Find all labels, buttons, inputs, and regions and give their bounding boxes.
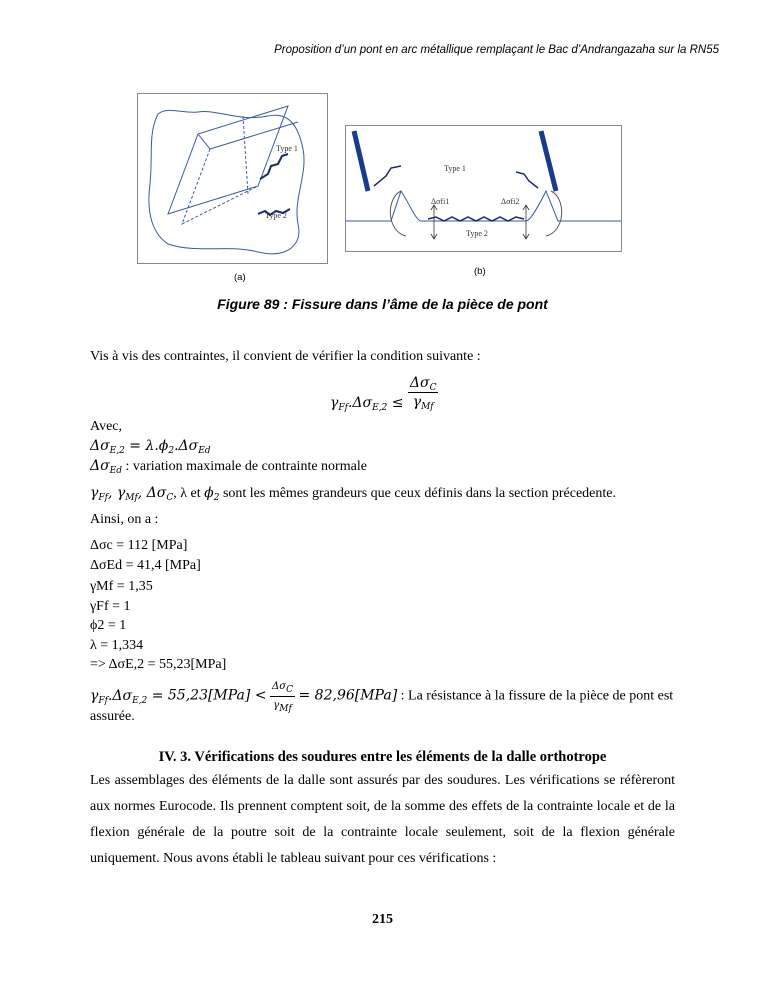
figure-b-drawing [345,125,622,252]
ainsi-text: Ainsi, on a : [90,512,159,527]
delta-sigma-fi1-label: Δσfi1 [431,197,450,206]
condition-formula: $\gamma_{Ff}.\Delta\sigma_{E,2}$ ≤ $\frac{\Delta\sigma_C}{\gamma_{Mf}}$ [330,375,437,413]
result-conclusion: : La résistance à la fissure de la pièce de pont est [400,688,674,704]
value-delta-sigma-ed: ΔσEd = 41,4 [MPa] [90,558,201,573]
section-paragraph: Les assemblages des éléments de la dalle sont assurés par des soudures. Les vérifications se réfèreront aux normes Eurocode. Ils prennent comptent soit, de la somme des effets de la contrainte locale et de la flexion générale de la poutre soit de la contrainte locale seulement, soit de la flexion générale uniquement. Nous avons établi le tableau suivant pour ces vérifications : [90,773,675,866]
value-delta-sigma-c: Δσc = 112 [MPa] [90,538,188,553]
web-crack-section-sketch [346,126,621,251]
type2-label-a: Type 2 [265,211,287,220]
result-left-value: 55,23[MPa] < [167,687,267,704]
value-phi2: ϕ2 = 1 [90,618,127,633]
type1-label-a: Type 1 [276,144,298,153]
web-crack-3d-sketch [138,94,327,263]
figure-b-label: (b) [474,266,486,277]
delta-sigma-ed-def: $\Delta\sigma_{Ed}$ : variation maximale de contrainte normale [90,458,367,476]
running-header: Proposition d’un pont en arc métallique remplaçant le Bac d’Andrangazaha sur la RN55 [274,44,719,56]
symbols-desc: sont les mêmes grandeurs que ceux définis dans la section précedente. [222,486,616,501]
type1-label-b: Type 1 [444,164,466,173]
value-result: => ΔσE,2 = 55,23[MPa] [90,657,227,672]
et-word: et [190,486,201,501]
value-gamma-ff: γFf = 1 [90,599,131,614]
value-gamma-mf: γMf = 1,35 [90,579,153,594]
page-number: 215 [372,912,393,927]
value-lambda: λ = 1,334 [90,638,144,653]
type2-label-b: Type 2 [466,229,488,238]
figure-caption: Figure 89 : Fissure dans l’âme de la pièce de pont [217,296,548,312]
avec-text: Avec, [90,419,122,434]
result-right-value: = 82,96[MPa] [298,687,398,704]
delta-sigma-e2-formula: $\Delta\sigma_{E,2} = \lambda.\phi_2.\Delta\sigma_{Ed}$ [90,438,211,456]
delta-sigma-ed-desc: : variation maximale de contrainte normale [125,459,367,474]
figure-a-drawing [137,93,328,264]
intro-text: Vis à vis des contraintes, il convient de vérifier la condition suivante : [90,349,481,364]
symbols-def: $\gamma_{Ff}$, $\gamma_{Mf}$, $\Delta\sigma_C$, λ et $\phi_2$ sont les mêmes grandeurs que ceux définis dans la section précedente. [90,485,616,503]
result-check-line: $\gamma_{Ff}.\Delta\sigma_{E,2} = 55,23[MPa]$ < $\frac{\Delta\sigma_C}{\gamma_{Mf}}$ = 82,96[MPa] : La résistance à la fissure de la pièce de pont est [90,678,673,715]
delta-sigma-fi2-label: Δσfi2 [501,197,520,206]
section-heading: IV. 3. Vérifications des soudures entre les éléments de la dalle orthotrope [158,749,607,765]
result-conclusion-end: assurée. [90,709,135,724]
figure-a-label: (a) [234,272,246,283]
